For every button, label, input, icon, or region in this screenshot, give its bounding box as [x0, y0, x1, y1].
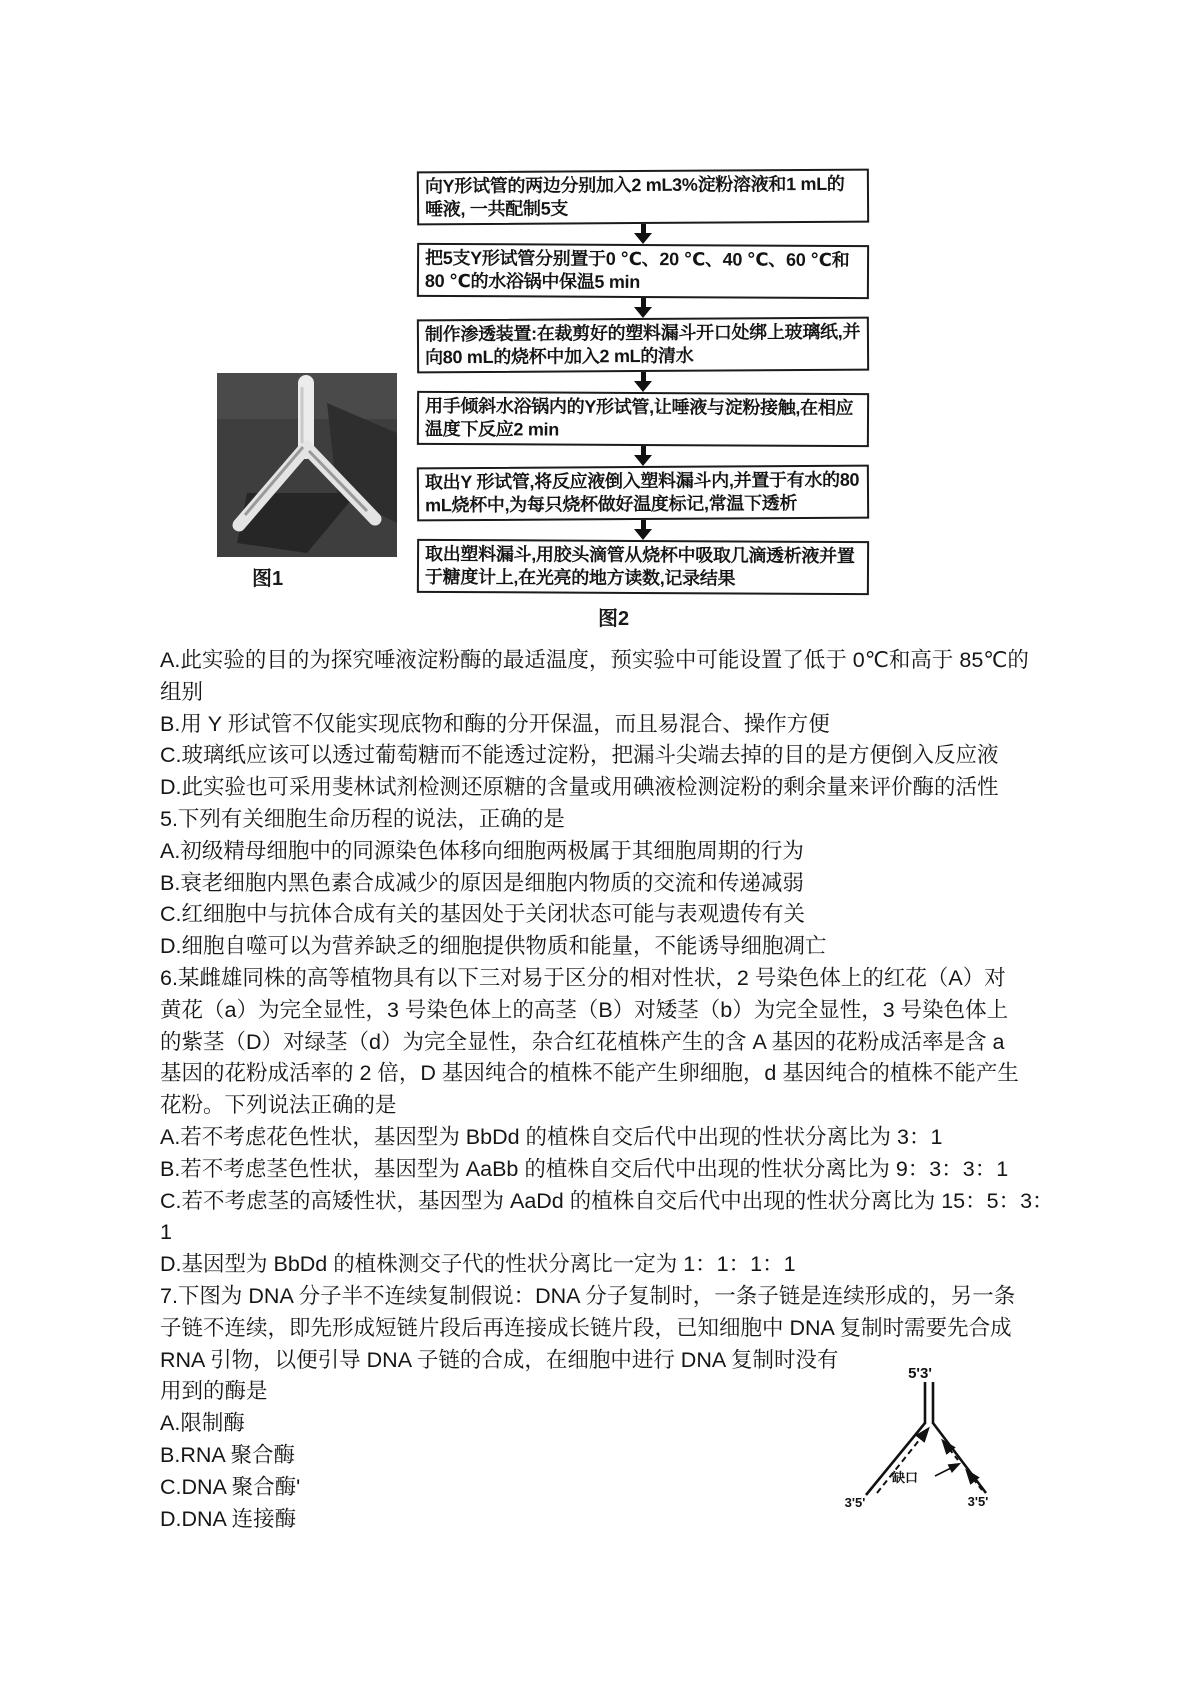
q4-option-a-line1: A.此实验的目的为探究唾液淀粉酶的最适温度，预实验中可能设置了低于 0℃和高于 85℃的 [160, 648, 1029, 672]
down-arrow-icon [634, 446, 652, 466]
q5-option-c: C.红细胞中与抗体合成有关的基因处于关闭状态可能与表观遗传有关 [160, 902, 806, 927]
down-arrow-icon [634, 372, 652, 392]
flowchart-figure2 [417, 170, 869, 594]
q5-option-a: A.初级精母细胞中的同源染色体移向细胞两极属于其细胞周期的行为 [160, 838, 804, 863]
q6-option-d: D.基因型为 BbDd 的植株测交子代的性状分离比一定为 1：1：1：1 [160, 1252, 796, 1277]
dna-bottom-left-label: 3'5' [844, 1495, 866, 1510]
q4-option-a-line2: 组别 [160, 679, 204, 704]
q5-option-b: B.衰老细胞内黑色素合成减少的原因是细胞内物质的交流和传递减弱 [160, 870, 804, 895]
down-arrow-icon [634, 520, 652, 540]
flowchart-step-3: 制作渗透装置:在裁剪好的塑料漏斗开口处绑上玻璃纸,并向80 mL的烧杯中加入2 mL的清水 [417, 317, 869, 374]
dna-top-label: 5'3' [908, 1365, 932, 1382]
q6-option-c-line2: 1 [160, 1220, 172, 1245]
q7-stem-line1: 7.下图为 DNA 分子半不连续复制假说：DNA 分子复制时，一条子链是连续形成的，另一条 [160, 1283, 1016, 1308]
flowchart-step-5: 取出Y 形试管,将反应液倒入塑料漏斗内,并置于有水的80 mL烧杯中,为每只烧杯做好温度标记,常温下透析 [417, 465, 869, 522]
q6-option-a: A.若不考虑花色性状，基因型为 BbDd 的植株自交后代中出现的性状分离比为 3：1 [160, 1124, 943, 1149]
q4-option-d: D.此实验也可采用斐林试剂检测还原糖的含量或用碘液检测淀粉的剩余量来评价酶的活性 [160, 775, 999, 800]
y-tube-photo [217, 373, 397, 557]
q6-option-b: B.若不考虑茎色性状，基因型为 AaBb 的植株自交后代中出现的性状分离比为 9：3：3：1 [160, 1156, 1009, 1181]
q7-option-c: C.DNA 聚合酶' [160, 1474, 301, 1499]
flowchart-step-6: 取出塑料漏斗,用胶头滴管从烧杯中吸取几滴透析液并置于糖度计上,在光亮的地方读数,记录结果 [417, 539, 869, 595]
dna-replication-fork-diagram [835, 1362, 1005, 1514]
q6-option-c-line1: C.若不考虑茎的高矮性状，基因型为 AaDd 的植株自交后代中出现的性状分离比为 15：5：3： [160, 1188, 1054, 1213]
flowchart-step-1: 向Y形试管的两边分别加入2 mL3%淀粉溶液和1 mL的唾液, 一共配制5支 [417, 169, 869, 226]
q6-stem-line4: 基因的花粉成活率的 2 倍，D 基因纯合的植株不能产生卵细胞，d 基因纯合的植株不能产生 [160, 1061, 1019, 1086]
q7-stem-line2: 子链不连续，即先形成短链片段后再连接成长链片段，已知细胞中 DNA 复制时需要先合成 [160, 1315, 1012, 1340]
q5-stem: 5.下列有关细胞生命历程的说法，正确的是 [160, 806, 565, 831]
q6-stem-line1: 6.某雌雄同株的高等植物具有以下三对易于区分的相对性状，2 号染色体上的红花（A）对 [160, 965, 1006, 990]
q4-option-b: B.用 Y 形试管不仅能实现底物和酶的分开保温，而且易混合、操作方便 [160, 711, 830, 736]
down-arrow-icon [634, 298, 652, 318]
down-arrow-icon [634, 224, 652, 244]
dna-gap-label: 缺口 [891, 1470, 919, 1485]
q5-option-d: D.细胞自噬可以为营养缺乏的细胞提供物质和能量，不能诱导细胞凋亡 [160, 934, 827, 959]
q4-option-c: C.玻璃纸应该可以透过葡萄糖而不能透过淀粉，把漏斗尖端去掉的目的是方便倒入反应液 [160, 743, 999, 768]
q6-stem-line5: 花粉。下列说法正确的是 [160, 1093, 397, 1118]
flowchart-step-4: 用手倾斜水浴锅内的Y形试管,让唾液与淀粉接触,在相应温度下反应2 min [417, 391, 869, 447]
flowchart-step-2: 把5支Y形试管分别置于0 ℃、20 ℃、40 ℃、60 ℃和80 ℃的水浴锅中保温5 min [417, 243, 869, 299]
q7-option-d: D.DNA 连接酶 [160, 1506, 297, 1531]
figure2-caption: 图2 [598, 608, 630, 630]
q7-stem-line3: RNA 引物，以便引导 DNA 子链的合成，在细胞中进行 DNA 复制时没有 [160, 1347, 839, 1372]
q7-option-a: A.限制酶 [160, 1411, 245, 1436]
dna-bottom-right-label: 3'5' [967, 1494, 989, 1509]
q6-stem-line2: 黄花（a）为完全显性，3 号染色体上的高茎（B）对矮茎（b）为完全显性，3 号染色体上 [160, 997, 1009, 1022]
q7-option-b: B.RNA 聚合酶 [160, 1442, 295, 1467]
figure1-caption: 图1 [252, 568, 284, 590]
q6-stem-line3: 的紫茎（D）对绿茎（d）为完全显性，杂合红花植株产生的含 A 基因的花粉成活率是含 a [160, 1029, 1005, 1054]
q7-stem-line4: 用到的酶是 [160, 1379, 268, 1404]
